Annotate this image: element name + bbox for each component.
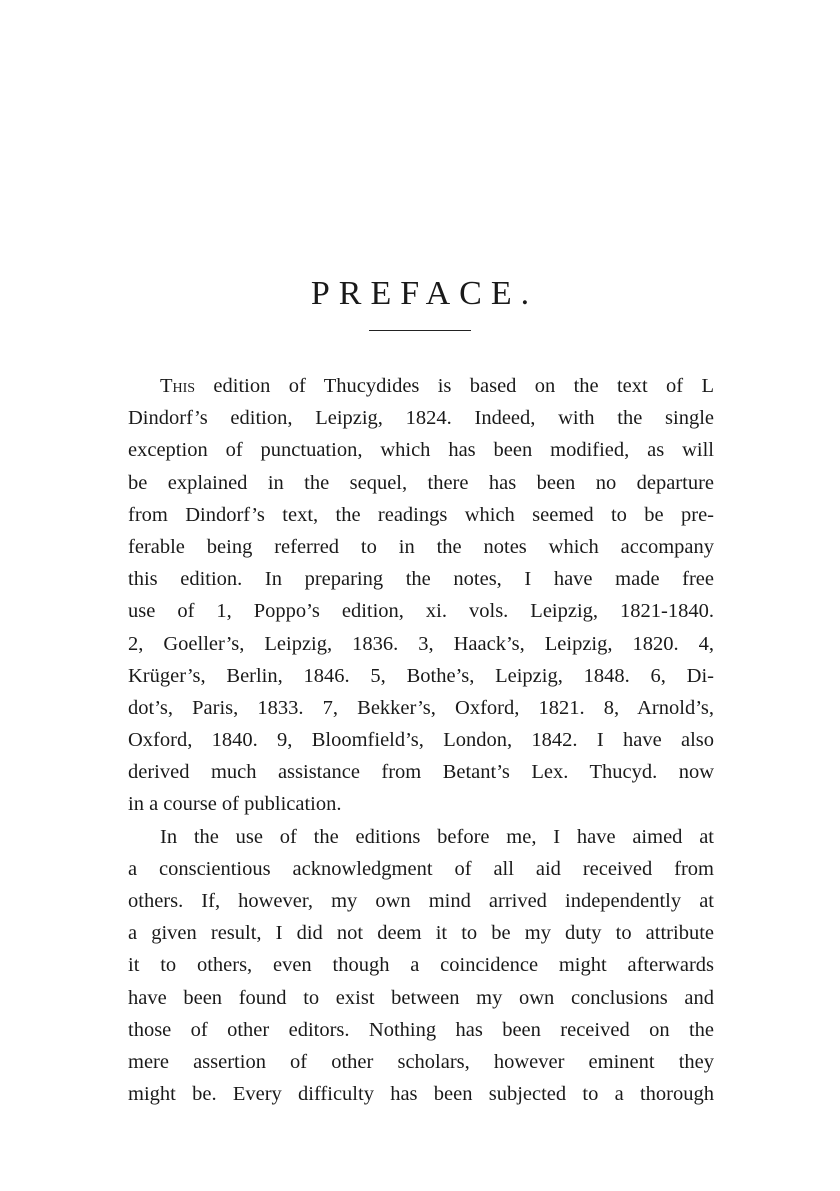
title-rule bbox=[369, 330, 471, 331]
page-title: PREFACE. bbox=[310, 274, 539, 312]
text-line: exception of punctuation, which has been modified, as will bbox=[128, 439, 714, 462]
text-line: a given result, I did not deem it to be my duty to attribute bbox=[128, 922, 714, 945]
text-line: it to others, even though a coincidence might afterwards bbox=[128, 954, 714, 977]
text-line: have been found to exist between my own conclusions and bbox=[128, 986, 714, 1009]
text-line: This edition of Thucydides is based on the text of L bbox=[160, 375, 714, 397]
text-line: this edition. In preparing the notes, I have made free bbox=[128, 568, 714, 591]
text-line: others. If, however, my own mind arrived independently at bbox=[128, 890, 714, 912]
text-line: use of 1, Poppo’s edition, xi. vols. Leipzig, 1821-1840. bbox=[128, 600, 714, 623]
text-line: Dindorf’s edition, Leipzig, 1824. Indeed, with the single bbox=[128, 407, 714, 430]
text-line: In the use of the editions before me, I have aimed at bbox=[160, 825, 714, 848]
text-line: those of other editors. Nothing has been received on the bbox=[128, 1018, 714, 1041]
text-line: might be. Every difficulty has been subjected to a thorough bbox=[128, 1083, 714, 1106]
text-line: ferable being referred to in the notes which accompany bbox=[128, 535, 714, 558]
small-caps-word: This bbox=[160, 375, 196, 397]
text-line: in a course of publication. bbox=[128, 793, 342, 816]
text-line: 2, Goeller’s, Leipzig, 1836. 3, Haack’s, Leipzig, 1820. 4, bbox=[128, 632, 714, 655]
text-line: Oxford, 1840. 9, Bloomfield’s, London, 1842. I have also bbox=[128, 729, 714, 752]
paragraph bbox=[128, 370, 714, 821]
text-line: derived much assistance from Betant’s Lex. Thucyd. now bbox=[128, 761, 714, 784]
text-line: from Dindorf’s text, the readings which seemed to be pre- bbox=[128, 503, 714, 526]
text-line: Krüger’s, Berlin, 1846. 5, Bothe’s, Leipzig, 1848. 6, Di- bbox=[128, 664, 714, 687]
body-text bbox=[128, 370, 714, 1110]
paragraph bbox=[128, 821, 714, 1111]
text-line: a conscientious acknowledgment of all aid received from bbox=[128, 857, 714, 880]
text-line: dot’s, Paris, 1833. 7, Bekker’s, Oxford, 1821. 8, Arnold’s, bbox=[128, 696, 714, 719]
text-line: be explained in the sequel, there has been no departure bbox=[128, 471, 714, 494]
text-line: mere assertion of other scholars, however eminent they bbox=[128, 1050, 714, 1073]
